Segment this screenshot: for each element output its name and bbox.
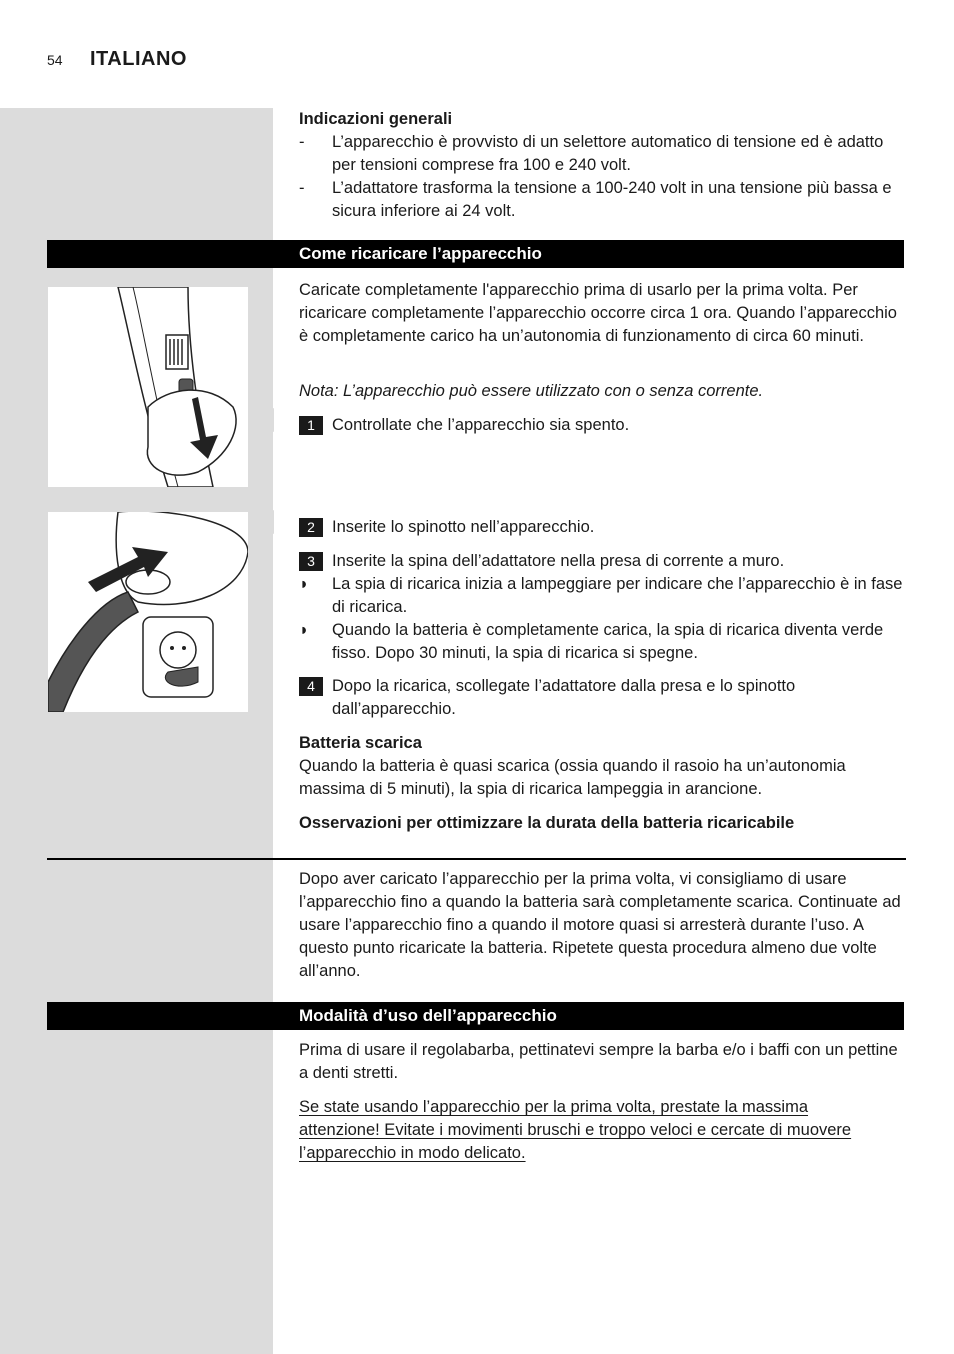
charging-intro: Caricate completamente l'apparecchio prima di usarlo per la prima volta. Per ricaricare completamente l’apparecchio occorre circa 1 ora. Quando l’apparecchio è completamente carico ha un’autonomia di funzionamento di circa 60 minuti. [299, 281, 897, 345]
step-2: 2 Inserite lo spinotto nell’apparecchio. [299, 516, 903, 539]
usage-warning: Se state usando l’apparecchio per la prima volta, prestate la massima attenzione! Evitate i movimenti bruschi e troppo veloci e cercate di muovere l’apparecchio in modo delicato. [299, 1098, 852, 1162]
low-battery-text: Quando la batteria è quasi scarica (ossia quando il rasoio ha un’autonomia massima di 5 minuti), la spia di ricarica lampeggia in arancione. [299, 757, 846, 798]
page-number: 54 [47, 52, 63, 68]
illustration-plug-in [48, 512, 248, 712]
charging-note: Nota: L’apparecchio può essere utilizzato con o senza corrente. [299, 382, 764, 400]
step-3: 3 Inserite la spina dell’adattatore nella presa di corrente a muro. [299, 550, 903, 573]
list-item: - L’apparecchio è provvisto di un selettore automatico di tensione ed è adatto per tensioni comprese fra 100 e 240 volt. [299, 133, 884, 174]
callout-pointer-icon [248, 408, 274, 432]
callout-pointer-icon [248, 510, 274, 534]
step-1: 1 Controllate che l’apparecchio sia spento. [299, 414, 903, 437]
trimmer-hand-icon [48, 287, 248, 487]
tips-heading: Osservazioni per ottimizzare la durata della batteria ricaricabile [299, 814, 795, 832]
heading-rule [47, 858, 906, 860]
adapter-plug-icon [48, 512, 248, 712]
step-4: 4 Dopo la ricarica, scollegate l’adattatore dalla presa e lo spinotto dall’apparecchio. [299, 675, 903, 721]
tips-text: Dopo aver caricato l’apparecchio per la prima volta, vi consigliamo di usare l’apparecchio fino a quando la batteria sarà completamente scarica. Continuate ad usare l’apparecchio fino a quando il motore quasi si arresterà durante l’uso. A questo punto ricaricate la batteria. Ripetete questa procedura almeno due volte all’anno. [299, 870, 901, 980]
result-item: ◗ Quando la batteria è completamente carica, la spia di ricarica diventa verde fisso. Dopo 30 minuti, la spia di ricarica si spegne. [299, 621, 884, 662]
language-heading: ITALIANO [90, 48, 187, 70]
result-item: ◗ La spia di ricarica inizia a lampeggiare per indicare che l’apparecchio è in fase di ricarica. [299, 575, 903, 616]
section-bar-usage [47, 1002, 904, 1030]
section-bar-charging [47, 240, 904, 268]
usage-intro: Prima di usare il regolabarba, pettinatevi sempre la barba e/o i baffi con un pettine a denti stretti. [299, 1041, 898, 1082]
illustration-switch-off [48, 287, 248, 487]
list-item: - L’adattatore trasforma la tensione a 100-240 volt in una tensione più bassa e sicura inferiore ai 24 volt. [299, 179, 892, 220]
general-heading: Indicazioni generali [299, 110, 453, 128]
section-title: Come ricaricare l’apparecchio [299, 244, 542, 263]
low-battery-heading: Batteria scarica [299, 734, 422, 752]
section-title: Modalità d’uso dell’apparecchio [299, 1006, 557, 1025]
